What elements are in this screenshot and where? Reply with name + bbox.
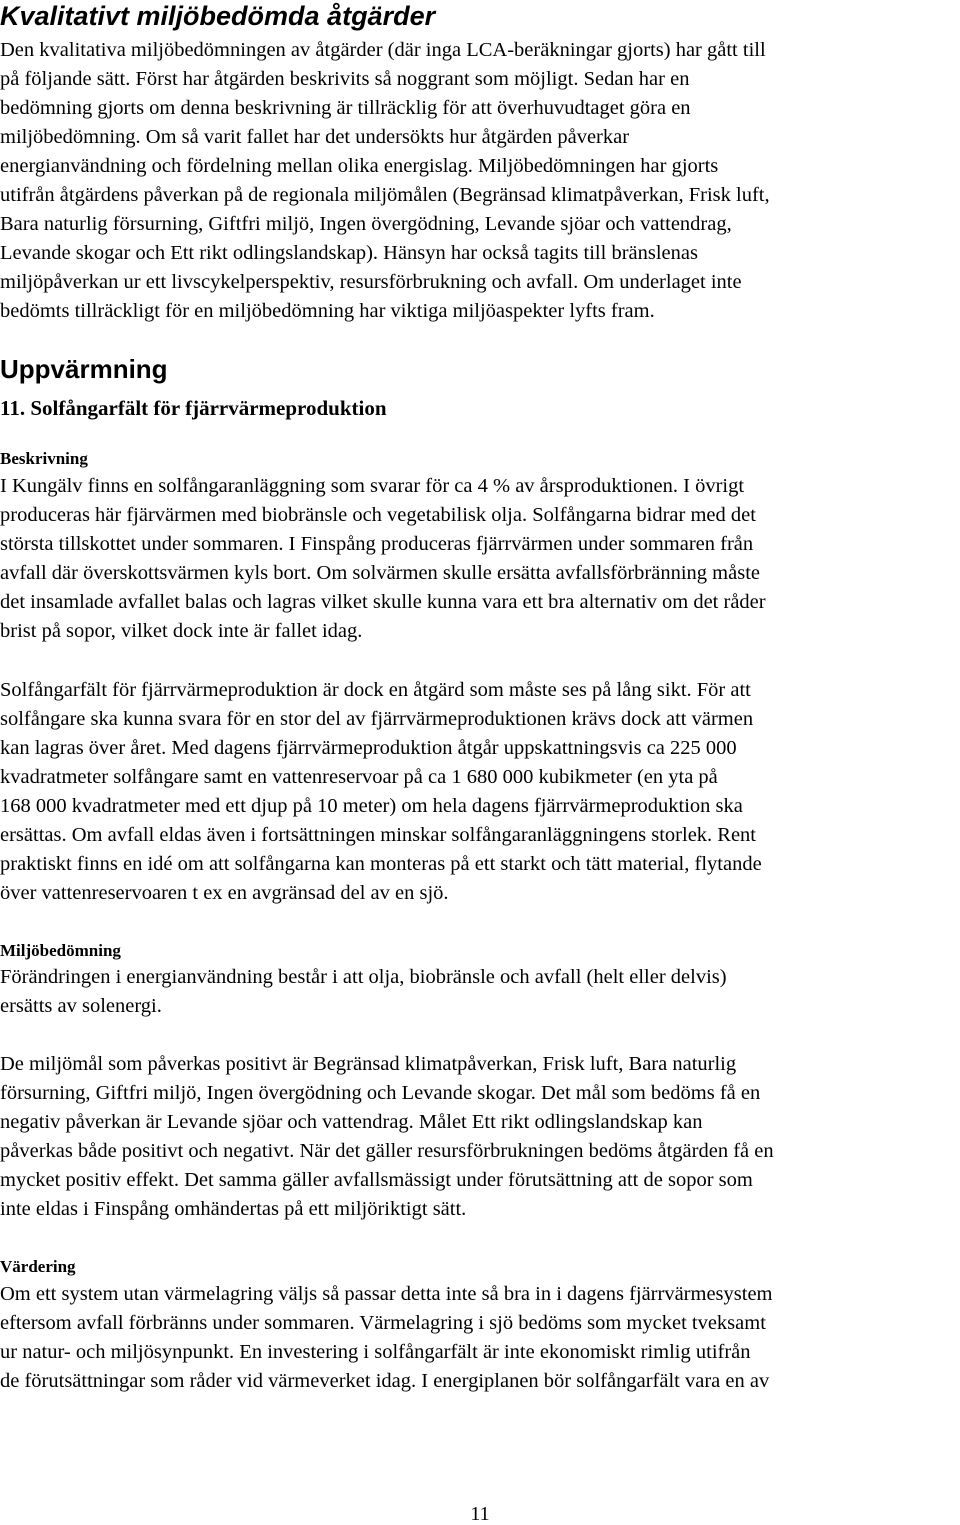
text-line: Den kvalitativa miljöbedömningen av åtgärder (där inga LCA-beräkningar gjorts) har gått till (0, 39, 766, 61)
text-line: produceras här fjärvärmen med biobränsle och vegetabilisk olja. Solfångarna bidrar med det (0, 504, 756, 526)
beskrivning-paragraph-1 (0, 472, 960, 646)
text-line: Bara naturlig försurning, Giftfri miljö, Ingen övergödning, Levande sjöar och vattendrag, (0, 213, 732, 235)
intro-paragraph (0, 36, 960, 326)
page-number: 11 (470, 1503, 490, 1525)
miljobedomning-paragraph-2 (0, 1050, 960, 1224)
miljobedomning-paragraph-1 (0, 963, 960, 1021)
text-line: bedömning gjorts om denna beskrivning är tillräcklig för att överhuvudtaget göra en (0, 97, 691, 119)
text-line: bedömts tillräckligt för en miljöbedömning har viktiga miljöaspekter lyfts fram. (0, 300, 655, 322)
text-line: brist på sopor, vilket dock inte är fallet idag. (0, 620, 363, 642)
text-line: Levande skogar och Ett rikt odlingslandskap). Hänsyn har också tagits till bränslenas (0, 242, 698, 264)
text-line: energianvändning och fördelning mellan olika energislag. Miljöbedömningen har gjorts (0, 155, 719, 177)
vardering-paragraph (0, 1280, 960, 1396)
text-line: De miljömål som påverkas positivt är Begränsad klimatpåverkan, Frisk luft, Bara naturlig (0, 1053, 737, 1075)
text-line: 168 000 kvadratmeter med ett djup på 10 meter) om hela dagens fjärrvärmeproduktion ska (0, 795, 743, 817)
text-line: kan lagras över året. Med dagens fjärrvärmeproduktion åtgår uppskattningsvis ca 225 000 (0, 737, 737, 759)
text-line: det insamlade avfallet balas och lagras vilket skulle kunna vara ett bra alternativ om det råder (0, 591, 766, 613)
text-line: påverkas både positivt och negativt. När det gäller resursförbrukningen bedöms åtgärden få en (0, 1140, 774, 1162)
text-line: I Kungälv finns en solfångaranläggning som svarar för ca 4 % av årsproduktionen. I övrigt (0, 475, 745, 497)
text-line: negativ påverkan är Levande sjöar och vattendrag. Målet Ett rikt odlingslandskap kan (0, 1111, 703, 1133)
measure-title: 11. Solfångarfält för fjärrvärmeproduktion (0, 396, 387, 420)
text-line: ur natur- och miljösynpunkt. En investering i solfångarfält är inte ekonomiskt rimlig utifrån (0, 1341, 751, 1363)
text-line: Förändringen i energianvändning består i att olja, biobränsle och avfall (helt eller delvis) (0, 966, 727, 988)
text-line: miljöpåverkan ur ett livscykelperspektiv, resursförbrukning och avfall. Om underlaget inte (0, 271, 742, 293)
text-line: på följande sätt. Först har åtgärden beskrivits så noggrant som möjligt. Sedan har en (0, 68, 690, 90)
text-line: avfall där överskottsvärmen kyls bort. Om solvärmen skulle ersätta avfallsförbränning måste (0, 562, 760, 584)
beskrivning-paragraph-2 (0, 676, 960, 908)
text-line: solfångare ska kunna svara för en stor del av fjärrvärmeproduktionen krävs dock att värmen (0, 708, 754, 730)
text-line: Om ett system utan värmelagring väljs så passar detta inte så bra in i dagens fjärrvärmesystem (0, 1283, 773, 1305)
text-line: Solfångarfält för fjärrvärmeproduktion är dock en åtgärd som måste ses på lång sikt. För att (0, 679, 751, 701)
miljobedomning-heading: Miljöbedömning (0, 941, 121, 960)
text-line: ersätts av solenergi. (0, 995, 162, 1017)
text-line: utifrån åtgärdens påverkan på de regionala miljömålen (Begränsad klimatpåverkan, Frisk luft, (0, 184, 770, 206)
text-line: över vattenreservoaren t ex en avgränsad del av en sjö. (0, 882, 449, 904)
text-line: största tillskottet under sommaren. I Finspång produceras fjärrvärmen under sommaren från (0, 533, 754, 555)
text-line: kvadratmeter solfångare samt en vattenreservoar på ca 1 680 000 kubikmeter (en yta på (0, 766, 718, 788)
section-title: Uppvärmning (0, 354, 168, 384)
text-line: miljöbedömning. Om så varit fallet har det undersökts hur åtgärden påverkar (0, 126, 630, 148)
text-line: mycket positiv effekt. Det samma gäller avfallsmässigt under förutsättning att de sopor som (0, 1169, 753, 1191)
text-line: ersättas. Om avfall eldas även i fortsättningen minskar solfångaranläggningens storlek. Rent (0, 824, 757, 846)
document-title: Kvalitativt miljöbedömda åtgärder (0, 1, 436, 31)
text-line: försurning, Giftfri miljö, Ingen övergödning och Levande skogar. Det mål som bedöms få en (0, 1082, 761, 1104)
text-line: de förutsättningar som råder vid värmeverket idag. I energiplanen bör solfångarfält vara en av (0, 1370, 770, 1392)
text-line: praktiskt finns en idé om att solfångarna kan monteras på ett starkt och tätt material, flytande (0, 853, 762, 875)
beskrivning-heading: Beskrivning (0, 449, 88, 468)
text-line: inte eldas i Finspång omhändertas på ett miljöriktigt sätt. (0, 1198, 467, 1220)
vardering-heading: Värdering (0, 1257, 76, 1276)
text-line: eftersom avfall förbränns under sommaren. Värmelagring i sjö bedöms som mycket tveksamt (0, 1312, 766, 1334)
